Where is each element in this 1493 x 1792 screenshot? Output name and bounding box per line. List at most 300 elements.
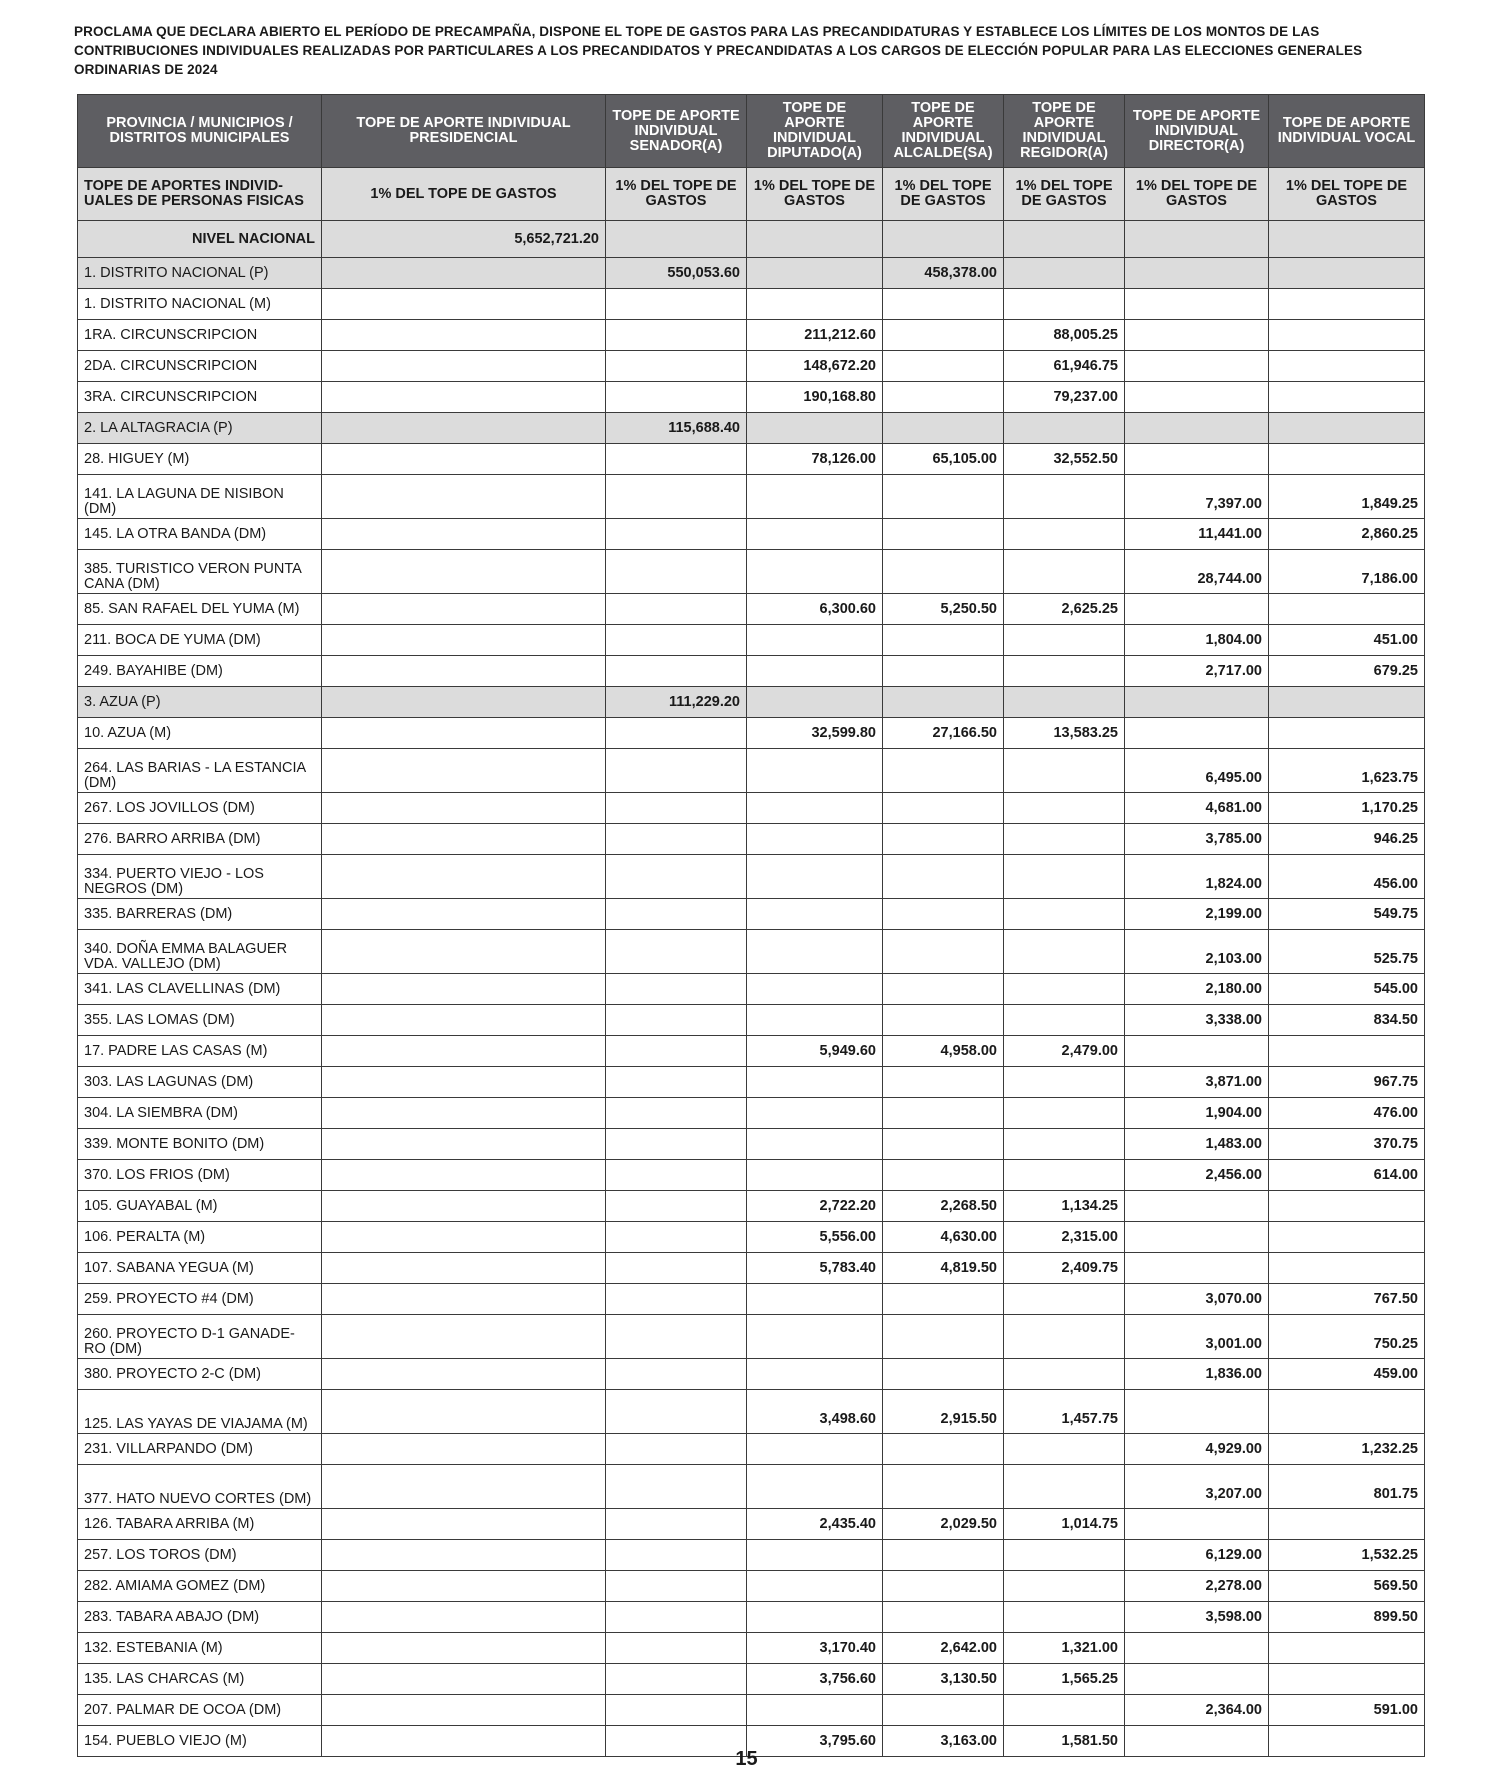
vocal-cell (1269, 594, 1425, 625)
table-row (78, 444, 1425, 475)
vocal-cell: 456.00 (1269, 855, 1425, 899)
table-row (78, 1005, 1425, 1036)
diputado-cell: 148,672.20 (747, 351, 883, 382)
diputado-cell: 5,783.40 (747, 1253, 883, 1284)
table-row (78, 351, 1425, 382)
director-cell (1125, 1036, 1269, 1067)
province-row (78, 413, 1425, 444)
director-cell: 3,070.00 (1125, 1284, 1269, 1315)
director-cell (1125, 320, 1269, 351)
table-row (78, 899, 1425, 930)
vocal-cell: 545.00 (1269, 974, 1425, 1005)
regidor-cell (1004, 793, 1125, 824)
diputado-cell (747, 793, 883, 824)
empty-cell (1125, 221, 1269, 258)
table-row (78, 1509, 1425, 1540)
director-cell: 28,744.00 (1125, 550, 1269, 594)
province-row (78, 687, 1425, 718)
director-cell (1125, 718, 1269, 749)
alcalde-cell: 2,268.50 (883, 1191, 1004, 1222)
director-cell: 1,483.00 (1125, 1129, 1269, 1160)
page-number: 15 (735, 1748, 758, 1770)
alcalde-cell: 458,378.00 (883, 258, 1004, 289)
director-cell (1125, 351, 1269, 382)
alcalde-cell (883, 475, 1004, 519)
header-director: TOPE DE APORTE INDIVIDUAL DIRECTOR(A) (1125, 95, 1269, 168)
alcalde-cell (883, 1695, 1004, 1726)
vocal-cell: 7,186.00 (1269, 550, 1425, 594)
regidor-cell: 79,237.00 (1004, 382, 1125, 413)
vocal-cell (1269, 687, 1425, 718)
senador-cell (606, 625, 747, 656)
vocal-cell: 1,532.25 (1269, 1540, 1425, 1571)
table-row (78, 656, 1425, 687)
alcalde-cell (883, 656, 1004, 687)
row-name-cell: 341. LAS CLAVELLINAS (DM) (78, 974, 322, 1005)
senador-cell (606, 550, 747, 594)
regidor-cell: 13,583.25 (1004, 718, 1125, 749)
regidor-cell (1004, 1602, 1125, 1633)
diputado-cell: 211,212.60 (747, 320, 883, 351)
table-row (78, 1664, 1425, 1695)
presidencial-cell (322, 519, 606, 550)
regidor-cell (1004, 625, 1125, 656)
director-cell: 2,278.00 (1125, 1571, 1269, 1602)
diputado-cell: 2,435.40 (747, 1509, 883, 1540)
diputado-cell: 3,170.40 (747, 1633, 883, 1664)
vocal-cell: 459.00 (1269, 1359, 1425, 1390)
director-cell: 2,456.00 (1125, 1160, 1269, 1191)
regidor-cell (1004, 749, 1125, 793)
table-row (78, 625, 1425, 656)
presidencial-cell (322, 444, 606, 475)
director-cell: 1,836.00 (1125, 1359, 1269, 1390)
senador-cell (606, 351, 747, 382)
director-cell: 2,717.00 (1125, 656, 1269, 687)
table-row (78, 1067, 1425, 1098)
diputado-cell: 3,795.60 (747, 1726, 883, 1757)
senador-cell (606, 749, 747, 793)
presidencial-cell (322, 1602, 606, 1633)
alcalde-cell: 2,029.50 (883, 1509, 1004, 1540)
vocal-cell: 525.75 (1269, 930, 1425, 974)
row-name-cell: 85. SAN RAFAEL DEL YUMA (M) (78, 594, 322, 625)
presidencial-cell (322, 824, 606, 855)
table-row (78, 1036, 1425, 1067)
alcalde-cell: 3,130.50 (883, 1664, 1004, 1695)
diputado-cell (747, 1160, 883, 1191)
senador-cell (606, 1098, 747, 1129)
vocal-cell (1269, 413, 1425, 444)
alcalde-cell: 2,642.00 (883, 1633, 1004, 1664)
alcalde-cell (883, 1098, 1004, 1129)
senador-cell (606, 1602, 747, 1633)
senador-cell (606, 1540, 747, 1571)
diputado-cell: 5,949.60 (747, 1036, 883, 1067)
director-cell (1125, 413, 1269, 444)
vocal-cell: 569.50 (1269, 1571, 1425, 1602)
subheader-diputado: 1% DEL TOPE DE GASTOS (747, 168, 883, 221)
diputado-cell: 5,556.00 (747, 1222, 883, 1253)
row-name-cell: 260. PROYECTO D-1 GANADE-RO (DM) (78, 1315, 322, 1359)
regidor-cell: 1,581.50 (1004, 1726, 1125, 1757)
table-row (78, 793, 1425, 824)
regidor-cell (1004, 930, 1125, 974)
table-row (78, 1540, 1425, 1571)
row-name-cell: 380. PROYECTO 2-C (DM) (78, 1359, 322, 1390)
alcalde-cell: 3,163.00 (883, 1726, 1004, 1757)
empty-cell (883, 221, 1004, 258)
row-name-cell: 211. BOCA DE YUMA (DM) (78, 625, 322, 656)
presidencial-cell (322, 1284, 606, 1315)
row-name-cell: 283. TABARA ABAJO (DM) (78, 1602, 322, 1633)
subheader-regidor: 1% DEL TOPE DE GASTOS (1004, 168, 1125, 221)
row-name-cell: 334. PUERTO VIEJO - LOS NEGROS (DM) (78, 855, 322, 899)
alcalde-cell (883, 1284, 1004, 1315)
director-cell (1125, 444, 1269, 475)
director-cell: 3,598.00 (1125, 1602, 1269, 1633)
row-name-cell: 231. VILLARPANDO (DM) (78, 1434, 322, 1465)
table-row (78, 1098, 1425, 1129)
presidencial-cell (322, 289, 606, 320)
vocal-cell (1269, 718, 1425, 749)
regidor-cell (1004, 1067, 1125, 1098)
senador-cell (606, 519, 747, 550)
table-row (78, 1434, 1425, 1465)
table-row (78, 1129, 1425, 1160)
row-name-cell: 154. PUEBLO VIEJO (M) (78, 1726, 322, 1757)
senador-cell: 111,229.20 (606, 687, 747, 718)
presidencial-cell (322, 1633, 606, 1664)
regidor-cell (1004, 1160, 1125, 1191)
row-name-cell: 1. DISTRITO NACIONAL (P) (78, 258, 322, 289)
senador-cell (606, 594, 747, 625)
director-cell (1125, 594, 1269, 625)
director-cell: 3,871.00 (1125, 1067, 1269, 1098)
row-name-cell: 10. AZUA (M) (78, 718, 322, 749)
vocal-cell (1269, 1036, 1425, 1067)
regidor-cell (1004, 1129, 1125, 1160)
table-subheader-row (78, 168, 1425, 221)
presidencial-cell (322, 1509, 606, 1540)
row-name-cell: 259. PROYECTO #4 (DM) (78, 1284, 322, 1315)
vocal-cell (1269, 320, 1425, 351)
table-row (78, 1253, 1425, 1284)
empty-cell (606, 221, 747, 258)
regidor-cell (1004, 1540, 1125, 1571)
regidor-cell (1004, 824, 1125, 855)
row-name-cell: 135. LAS CHARCAS (M) (78, 1664, 322, 1695)
vocal-cell (1269, 289, 1425, 320)
alcalde-cell: 27,166.50 (883, 718, 1004, 749)
presidencial-cell (322, 1664, 606, 1695)
director-cell (1125, 382, 1269, 413)
empty-cell (747, 221, 883, 258)
vocal-cell (1269, 351, 1425, 382)
presidencial-cell (322, 1434, 606, 1465)
diputado-cell (747, 413, 883, 444)
alcalde-cell (883, 855, 1004, 899)
diputado-cell (747, 258, 883, 289)
alcalde-cell (883, 1465, 1004, 1509)
director-cell (1125, 1633, 1269, 1664)
table-row (78, 718, 1425, 749)
regidor-cell (1004, 475, 1125, 519)
director-cell: 11,441.00 (1125, 519, 1269, 550)
row-name-cell: 264. LAS BARIAS - LA ESTANCIA (DM) (78, 749, 322, 793)
diputado-cell (747, 1571, 883, 1602)
diputado-cell (747, 1067, 883, 1098)
director-cell (1125, 1509, 1269, 1540)
alcalde-cell: 4,630.00 (883, 1222, 1004, 1253)
regidor-cell (1004, 1465, 1125, 1509)
regidor-cell (1004, 1359, 1125, 1390)
presidencial-cell (322, 656, 606, 687)
table-row (78, 1315, 1425, 1359)
regidor-cell: 88,005.25 (1004, 320, 1125, 351)
regidor-cell: 2,479.00 (1004, 1036, 1125, 1067)
senador-cell (606, 1571, 747, 1602)
alcalde-cell (883, 1315, 1004, 1359)
row-name-cell: 267. LOS JOVILLOS (DM) (78, 793, 322, 824)
senador-cell (606, 1129, 747, 1160)
presidencial-cell (322, 1315, 606, 1359)
diputado-cell: 3,756.60 (747, 1664, 883, 1695)
regidor-cell: 1,134.25 (1004, 1191, 1125, 1222)
alcalde-cell (883, 1602, 1004, 1633)
table-header-row (78, 95, 1425, 168)
table-row (78, 1359, 1425, 1390)
subheader-vocal: 1% DEL TOPE DE GASTOS (1269, 168, 1425, 221)
senador-cell: 550,053.60 (606, 258, 747, 289)
regidor-cell (1004, 1098, 1125, 1129)
diputado-cell (747, 1465, 883, 1509)
diputado-cell (747, 974, 883, 1005)
diputado-cell: 3,498.60 (747, 1390, 883, 1434)
regidor-cell (1004, 1434, 1125, 1465)
senador-cell (606, 656, 747, 687)
table-row (78, 475, 1425, 519)
diputado-cell (747, 1359, 883, 1390)
senador-cell (606, 1191, 747, 1222)
row-name-cell: 282. AMIAMA GOMEZ (DM) (78, 1571, 322, 1602)
diputado-cell (747, 1284, 883, 1315)
director-cell (1125, 687, 1269, 718)
presidencial-cell (322, 1359, 606, 1390)
alcalde-cell: 4,958.00 (883, 1036, 1004, 1067)
director-cell: 2,180.00 (1125, 974, 1269, 1005)
regidor-cell (1004, 1315, 1125, 1359)
senador-cell (606, 289, 747, 320)
vocal-cell: 1,623.75 (1269, 749, 1425, 793)
regidor-cell (1004, 687, 1125, 718)
diputado-cell (747, 930, 883, 974)
vocal-cell: 1,232.25 (1269, 1434, 1425, 1465)
table-row (78, 930, 1425, 974)
regidor-cell (1004, 974, 1125, 1005)
alcalde-cell (883, 793, 1004, 824)
regidor-cell (1004, 656, 1125, 687)
national-label: NIVEL NACIONAL (78, 221, 322, 258)
director-cell (1125, 258, 1269, 289)
diputado-cell: 32,599.80 (747, 718, 883, 749)
presidencial-cell (322, 1571, 606, 1602)
document-title: PROCLAMA QUE DECLARA ABIERTO EL PERÍODO DE PRECAMPAÑA, DISPONE EL TOPE DE GASTOS PARA LAS PRECANDIDATURAS Y ESTABLECE LOS LÍMITES DE LOS MONTOS DE LAS CONTRIBUCIONES INDIVIDUALES REALIZADAS POR PARTICULARES A LOS PRECANDIDATOS Y PRECANDIDATAS A LOS CARGOS DE ELECCIÓN POPULAR PARA LAS ELECCIONES GENERALES ORDINARIAS DE 2024 (74, 24, 1363, 77)
senador-cell (606, 718, 747, 749)
senador-cell (606, 1067, 747, 1098)
diputado-cell: 190,168.80 (747, 382, 883, 413)
senador-cell (606, 1315, 747, 1359)
row-name-cell: 385. TURISTICO VERON PUNTA CANA (DM) (78, 550, 322, 594)
vocal-cell: 1,170.25 (1269, 793, 1425, 824)
vocal-cell (1269, 444, 1425, 475)
director-cell: 6,129.00 (1125, 1540, 1269, 1571)
province-row (78, 258, 1425, 289)
alcalde-cell (883, 320, 1004, 351)
diputado-cell (747, 550, 883, 594)
presidencial-cell (322, 475, 606, 519)
presidencial-cell (322, 1191, 606, 1222)
vocal-cell: 591.00 (1269, 1695, 1425, 1726)
regidor-cell: 1,014.75 (1004, 1509, 1125, 1540)
senador-cell (606, 1633, 747, 1664)
contribution-limits-table (77, 94, 1425, 1757)
senador-cell (606, 899, 747, 930)
vocal-cell: 476.00 (1269, 1098, 1425, 1129)
presidencial-cell (322, 1253, 606, 1284)
director-cell: 1,904.00 (1125, 1098, 1269, 1129)
regidor-cell (1004, 899, 1125, 930)
alcalde-cell (883, 351, 1004, 382)
row-name-cell: 340. DOÑA EMMA BALAGUER VDA. VALLEJO (DM) (78, 930, 322, 974)
presidencial-cell (322, 351, 606, 382)
alcalde-cell (883, 824, 1004, 855)
vocal-cell (1269, 1633, 1425, 1664)
alcalde-cell (883, 1434, 1004, 1465)
alcalde-cell: 65,105.00 (883, 444, 1004, 475)
row-name-cell: 107. SABANA YEGUA (M) (78, 1253, 322, 1284)
director-cell: 4,929.00 (1125, 1434, 1269, 1465)
row-name-cell: 132. ESTEBANIA (M) (78, 1633, 322, 1664)
diputado-cell (747, 1098, 883, 1129)
vocal-cell (1269, 382, 1425, 413)
senador-cell (606, 1036, 747, 1067)
senador-cell (606, 793, 747, 824)
table-row (78, 519, 1425, 550)
alcalde-cell (883, 1540, 1004, 1571)
director-cell: 1,824.00 (1125, 855, 1269, 899)
national-presidencial-value: 5,652,721.20 (322, 221, 606, 258)
director-cell (1125, 1664, 1269, 1695)
presidencial-cell (322, 1036, 606, 1067)
empty-cell (1004, 221, 1125, 258)
vocal-cell (1269, 1191, 1425, 1222)
diputado-cell (747, 1695, 883, 1726)
row-name-cell: 126. TABARA ARRIBA (M) (78, 1509, 322, 1540)
senador-cell (606, 1160, 747, 1191)
row-name-cell: 207. PALMAR DE OCOA (DM) (78, 1695, 322, 1726)
presidencial-cell (322, 1540, 606, 1571)
senador-cell (606, 1390, 747, 1434)
regidor-cell (1004, 855, 1125, 899)
table-row (78, 824, 1425, 855)
presidencial-cell (322, 1067, 606, 1098)
header-provincia: PROVINCIA / MUNICIPIOS / DISTRITOS MUNICIPALES (78, 95, 322, 168)
table-row (78, 1222, 1425, 1253)
senador-cell (606, 1664, 747, 1695)
regidor-cell (1004, 1284, 1125, 1315)
vocal-cell: 750.25 (1269, 1315, 1425, 1359)
alcalde-cell (883, 382, 1004, 413)
row-name-cell: 145. LA OTRA BANDA (DM) (78, 519, 322, 550)
row-name-cell: 276. BARRO ARRIBA (DM) (78, 824, 322, 855)
regidor-cell: 2,315.00 (1004, 1222, 1125, 1253)
director-cell: 2,364.00 (1125, 1695, 1269, 1726)
vocal-cell: 549.75 (1269, 899, 1425, 930)
table-row (78, 974, 1425, 1005)
presidencial-cell (322, 1160, 606, 1191)
presidencial-cell (322, 594, 606, 625)
vocal-cell: 946.25 (1269, 824, 1425, 855)
senador-cell (606, 1509, 747, 1540)
presidencial-cell (322, 974, 606, 1005)
director-cell: 2,103.00 (1125, 930, 1269, 974)
director-cell (1125, 1253, 1269, 1284)
regidor-cell (1004, 519, 1125, 550)
senador-cell (606, 1695, 747, 1726)
header-presidencial: TOPE DE APORTE INDIVIDUAL PRESIDENCIAL (322, 95, 606, 168)
regidor-cell (1004, 258, 1125, 289)
alcalde-cell (883, 519, 1004, 550)
senador-cell (606, 930, 747, 974)
vocal-cell: 834.50 (1269, 1005, 1425, 1036)
diputado-cell (747, 1434, 883, 1465)
vocal-cell: 451.00 (1269, 625, 1425, 656)
diputado-cell (747, 656, 883, 687)
vocal-cell (1269, 1222, 1425, 1253)
director-cell (1125, 1390, 1269, 1434)
table-row (78, 1571, 1425, 1602)
director-cell (1125, 289, 1269, 320)
director-cell: 3,785.00 (1125, 824, 1269, 855)
director-cell: 3,207.00 (1125, 1465, 1269, 1509)
alcalde-cell (883, 687, 1004, 718)
table-row (78, 1160, 1425, 1191)
row-name-cell: 1RA. CIRCUNSCRIPCION (78, 320, 322, 351)
table-row (78, 1695, 1425, 1726)
presidencial-cell (322, 320, 606, 351)
senador-cell (606, 1359, 747, 1390)
alcalde-cell (883, 1005, 1004, 1036)
presidencial-cell (322, 687, 606, 718)
senador-cell (606, 382, 747, 413)
presidencial-cell (322, 1129, 606, 1160)
diputado-cell (747, 475, 883, 519)
diputado-cell: 2,722.20 (747, 1191, 883, 1222)
alcalde-cell (883, 930, 1004, 974)
vocal-cell: 1,849.25 (1269, 475, 1425, 519)
presidencial-cell (322, 1222, 606, 1253)
senador-cell (606, 855, 747, 899)
alcalde-cell (883, 625, 1004, 656)
senador-cell (606, 1222, 747, 1253)
diputado-cell (747, 289, 883, 320)
vocal-cell (1269, 1664, 1425, 1695)
regidor-cell: 61,946.75 (1004, 351, 1125, 382)
diputado-cell (747, 1129, 883, 1160)
diputado-cell: 6,300.60 (747, 594, 883, 625)
director-cell: 3,338.00 (1125, 1005, 1269, 1036)
